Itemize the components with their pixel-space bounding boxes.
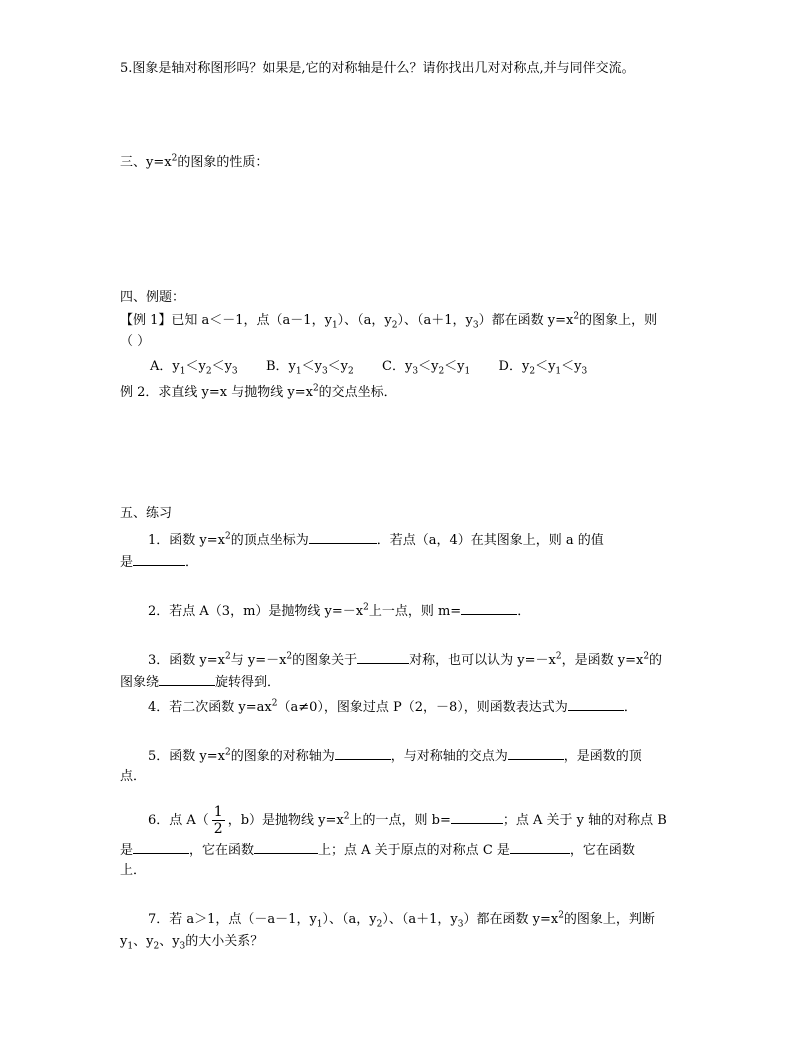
option-a: A．$y_1<y_2<y_3$ — [150, 359, 238, 377]
question-5: 5.图象是轴对称图形吗？如果是,它的对称轴是什么？请你找出几对对称点,并与同伴交流。 — [120, 61, 635, 76]
practice-7-cont: $y_1$、$y_2$、$y_3$的大小关系？ — [120, 934, 264, 952]
example-2: 例 2．求直线 y=x 与抛物线 $y=x^2$的交点坐标． — [120, 383, 397, 400]
section-4-heading: 四、例题： — [120, 290, 186, 305]
fraction-one-half: $\frac{1}{2}$ — [213, 804, 223, 837]
blank[interactable] — [568, 697, 624, 711]
practice-4: 4．若二次函数 $y=ax^2(a\ne 0)$，图象过点 P（2，－8），则函数表达式为 ． — [148, 698, 637, 715]
blank[interactable] — [309, 530, 377, 544]
blank[interactable] — [357, 650, 409, 664]
example-1: 【例 1】已知 a＜－1，点（a－1，$y_1$）、（a，$y_2$）、（a＋1，$y_3$）都在函数 $y=x^2$的图象上，则 — [120, 311, 658, 331]
example-1-answer-paren: （ ） — [120, 334, 151, 349]
section-5-heading: 五、练习 — [120, 506, 173, 521]
practice-6-cont: 是 ，它在函数 上；点 A 关于原点的对称点 C 是 ，它在函数 — [120, 840, 635, 860]
practice-7: 7．若 a＞1，点（－a－1，$y_1$）、（a，$y_2$）、（a＋1，$y_3$）都在函数 $y=x^2$的图象上，判断 — [148, 910, 655, 930]
blank[interactable] — [254, 840, 318, 854]
blank[interactable] — [335, 746, 391, 760]
blank[interactable] — [159, 672, 215, 686]
section-3-heading: 三、$y=x^2$的图象的性质： — [120, 153, 269, 170]
example-1-options — [150, 358, 587, 376]
practice-5-cont: 点． — [120, 769, 147, 784]
blank[interactable] — [133, 840, 189, 854]
option-b: B．$y_1<y_3<y_2$ — [265, 359, 354, 377]
practice-6: 6．点 A（ $\frac{1}{2}$ ，b）是抛物线 $y=x^2$上的一点，则 b= ；点 A 关于 y 轴的对称点 B — [148, 804, 667, 837]
blank[interactable] — [510, 840, 570, 854]
option-c: C．$y_3<y_2<y_1$ — [382, 359, 471, 377]
practice-1: 1．函数 $y=x^2$的顶点坐标为 ．若点（a，4）在其图象上，则 a 的值 — [148, 531, 604, 548]
practice-6-cont-2: 上． — [120, 863, 147, 878]
blank[interactable] — [451, 810, 503, 824]
blank[interactable] — [508, 746, 564, 760]
option-d: D．$y_2<y_1<y_3$ — [498, 359, 588, 377]
practice-1-cont: 是 ． — [120, 552, 198, 572]
practice-3-cont: 图象绕 旋转得到． — [120, 672, 280, 692]
blank[interactable] — [133, 552, 185, 566]
practice-5: 5．函数 $y=x^2$的图象的对称轴为 ，与对称轴的交点为 ，是函数的顶 — [148, 747, 642, 764]
practice-2: 2．若点 A（3，m）是抛物线 $y=-x^2$上一点，则 m= ． — [148, 602, 531, 619]
practice-3: 3．函数 $y=x^2$与 $y=-x^2$的图象关于 对称，也可以认为 $y=-x^2$，是函数 $y=x^2$的 — [148, 651, 663, 668]
blank[interactable] — [461, 601, 517, 615]
